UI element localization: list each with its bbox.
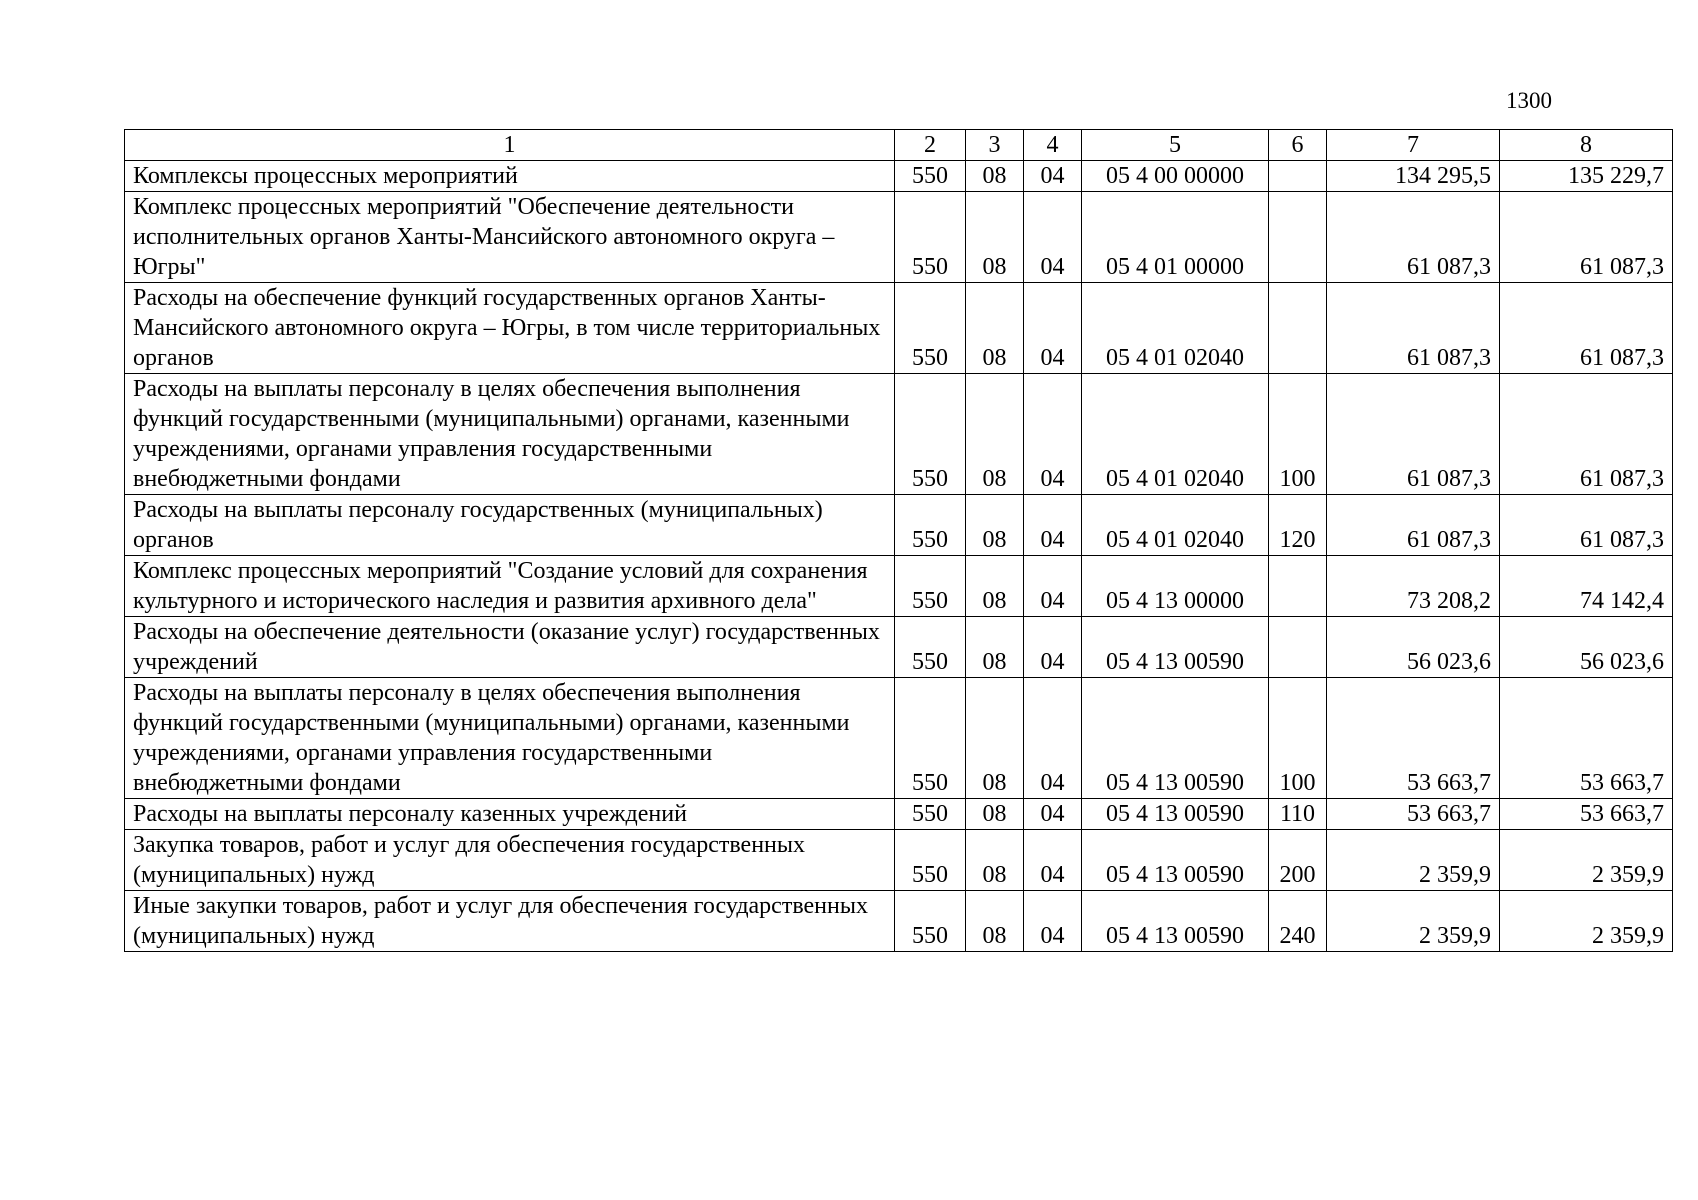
cell-target-code: 05 4 13 00590 xyxy=(1082,617,1269,678)
column-header: 6 xyxy=(1269,130,1327,161)
cell-amount-1: 2 359,9 xyxy=(1327,830,1500,891)
cell-amount-2: 56 023,6 xyxy=(1500,617,1673,678)
cell-name: Расходы на обеспечение деятельности (оказание услуг) государственных учреждений xyxy=(125,617,895,678)
cell-subsection: 04 xyxy=(1024,799,1082,830)
cell-amount-2: 61 087,3 xyxy=(1500,374,1673,495)
cell-name: Расходы на выплаты персоналу в целях обеспечения выполнения функций государственными (муниципальными) органами, казенными учреждениями, органами управления государственными внебюджетными фондами xyxy=(125,678,895,799)
column-header: 4 xyxy=(1024,130,1082,161)
cell-subsection: 04 xyxy=(1024,192,1082,283)
cell-expense-type xyxy=(1269,192,1327,283)
cell-amount-1: 53 663,7 xyxy=(1327,799,1500,830)
table-row xyxy=(125,678,1673,799)
cell-expense-type xyxy=(1269,617,1327,678)
cell-expense-type: 120 xyxy=(1269,495,1327,556)
cell-subsection: 04 xyxy=(1024,374,1082,495)
cell-section: 08 xyxy=(966,374,1024,495)
cell-target-code: 05 4 13 00590 xyxy=(1082,799,1269,830)
cell-section: 08 xyxy=(966,678,1024,799)
cell-amount-1: 56 023,6 xyxy=(1327,617,1500,678)
cell-section: 08 xyxy=(966,830,1024,891)
table-row xyxy=(125,283,1673,374)
cell-grbs: 550 xyxy=(895,556,966,617)
cell-expense-type: 110 xyxy=(1269,799,1327,830)
cell-target-code: 05 4 13 00590 xyxy=(1082,830,1269,891)
cell-grbs: 550 xyxy=(895,495,966,556)
cell-section: 08 xyxy=(966,283,1024,374)
cell-amount-1: 61 087,3 xyxy=(1327,374,1500,495)
cell-grbs: 550 xyxy=(895,891,966,952)
cell-name: Комплекс процессных мероприятий "Обеспечение деятельности исполнительных органов Ханты-Мансийского автономного округа – Югры" xyxy=(125,192,895,283)
column-header: 7 xyxy=(1327,130,1500,161)
cell-expense-type xyxy=(1269,283,1327,374)
cell-grbs: 550 xyxy=(895,283,966,374)
cell-section: 08 xyxy=(966,495,1024,556)
cell-section: 08 xyxy=(966,192,1024,283)
column-header: 8 xyxy=(1500,130,1673,161)
cell-target-code: 05 4 13 00590 xyxy=(1082,891,1269,952)
cell-subsection: 04 xyxy=(1024,678,1082,799)
cell-target-code: 05 4 13 00000 xyxy=(1082,556,1269,617)
budget-table xyxy=(124,129,1673,952)
cell-grbs: 550 xyxy=(895,617,966,678)
cell-name: Расходы на выплаты персоналу казенных учреждений xyxy=(125,799,895,830)
cell-amount-1: 73 208,2 xyxy=(1327,556,1500,617)
cell-name: Расходы на обеспечение функций государственных органов Ханты-Мансийского автономного округа – Югры, в том числе территориальных органов xyxy=(125,283,895,374)
cell-grbs: 550 xyxy=(895,678,966,799)
cell-amount-1: 61 087,3 xyxy=(1327,283,1500,374)
cell-expense-type: 100 xyxy=(1269,678,1327,799)
cell-subsection: 04 xyxy=(1024,891,1082,952)
column-header: 5 xyxy=(1082,130,1269,161)
cell-name: Комплексы процессных мероприятий xyxy=(125,161,895,192)
cell-name: Закупка товаров, работ и услуг для обеспечения государственных (муниципальных) нужд xyxy=(125,830,895,891)
cell-name: Расходы на выплаты персоналу в целях обеспечения выполнения функций государственными (муниципальными) органами, казенными учреждениями, органами управления государственными внебюджетными фондами xyxy=(125,374,895,495)
cell-amount-2: 2 359,9 xyxy=(1500,891,1673,952)
cell-grbs: 550 xyxy=(895,799,966,830)
page-number: 1300 xyxy=(1506,88,1552,113)
cell-expense-type xyxy=(1269,556,1327,617)
table-row xyxy=(125,617,1673,678)
cell-grbs: 550 xyxy=(895,830,966,891)
cell-name: Иные закупки товаров, работ и услуг для обеспечения государственных (муниципальных) нужд xyxy=(125,891,895,952)
cell-expense-type xyxy=(1269,161,1327,192)
cell-target-code: 05 4 01 02040 xyxy=(1082,283,1269,374)
cell-grbs: 550 xyxy=(895,161,966,192)
column-header: 2 xyxy=(895,130,966,161)
table-row xyxy=(125,374,1673,495)
cell-expense-type: 200 xyxy=(1269,830,1327,891)
cell-amount-2: 135 229,7 xyxy=(1500,161,1673,192)
cell-target-code: 05 4 01 00000 xyxy=(1082,192,1269,283)
cell-amount-1: 134 295,5 xyxy=(1327,161,1500,192)
cell-amount-1: 2 359,9 xyxy=(1327,891,1500,952)
cell-expense-type: 100 xyxy=(1269,374,1327,495)
cell-target-code: 05 4 01 02040 xyxy=(1082,374,1269,495)
cell-amount-2: 53 663,7 xyxy=(1500,678,1673,799)
cell-section: 08 xyxy=(966,891,1024,952)
table-row xyxy=(125,891,1673,952)
cell-amount-2: 61 087,3 xyxy=(1500,495,1673,556)
table-row xyxy=(125,192,1673,283)
cell-subsection: 04 xyxy=(1024,617,1082,678)
cell-section: 08 xyxy=(966,617,1024,678)
cell-subsection: 04 xyxy=(1024,830,1082,891)
cell-target-code: 05 4 01 02040 xyxy=(1082,495,1269,556)
cell-section: 08 xyxy=(966,556,1024,617)
column-header: 1 xyxy=(125,130,895,161)
table-row xyxy=(125,556,1673,617)
table-row xyxy=(125,799,1673,830)
cell-amount-2: 2 359,9 xyxy=(1500,830,1673,891)
cell-section: 08 xyxy=(966,799,1024,830)
cell-amount-2: 61 087,3 xyxy=(1500,192,1673,283)
table-row xyxy=(125,161,1673,192)
table-row xyxy=(125,830,1673,891)
cell-amount-2: 74 142,4 xyxy=(1500,556,1673,617)
table-row xyxy=(125,495,1673,556)
cell-amount-2: 61 087,3 xyxy=(1500,283,1673,374)
cell-amount-1: 53 663,7 xyxy=(1327,678,1500,799)
cell-amount-1: 61 087,3 xyxy=(1327,495,1500,556)
cell-target-code: 05 4 00 00000 xyxy=(1082,161,1269,192)
cell-subsection: 04 xyxy=(1024,556,1082,617)
cell-name: Расходы на выплаты персоналу государственных (муниципальных) органов xyxy=(125,495,895,556)
cell-subsection: 04 xyxy=(1024,283,1082,374)
cell-amount-1: 61 087,3 xyxy=(1327,192,1500,283)
cell-name: Комплекс процессных мероприятий "Создание условий для сохранения культурного и исторического наследия и развития архивного дела" xyxy=(125,556,895,617)
cell-grbs: 550 xyxy=(895,374,966,495)
cell-target-code: 05 4 13 00590 xyxy=(1082,678,1269,799)
table-body xyxy=(125,161,1673,952)
header-row xyxy=(125,130,1673,161)
cell-expense-type: 240 xyxy=(1269,891,1327,952)
cell-subsection: 04 xyxy=(1024,161,1082,192)
cell-amount-2: 53 663,7 xyxy=(1500,799,1673,830)
column-header: 3 xyxy=(966,130,1024,161)
cell-grbs: 550 xyxy=(895,192,966,283)
cell-subsection: 04 xyxy=(1024,495,1082,556)
cell-section: 08 xyxy=(966,161,1024,192)
